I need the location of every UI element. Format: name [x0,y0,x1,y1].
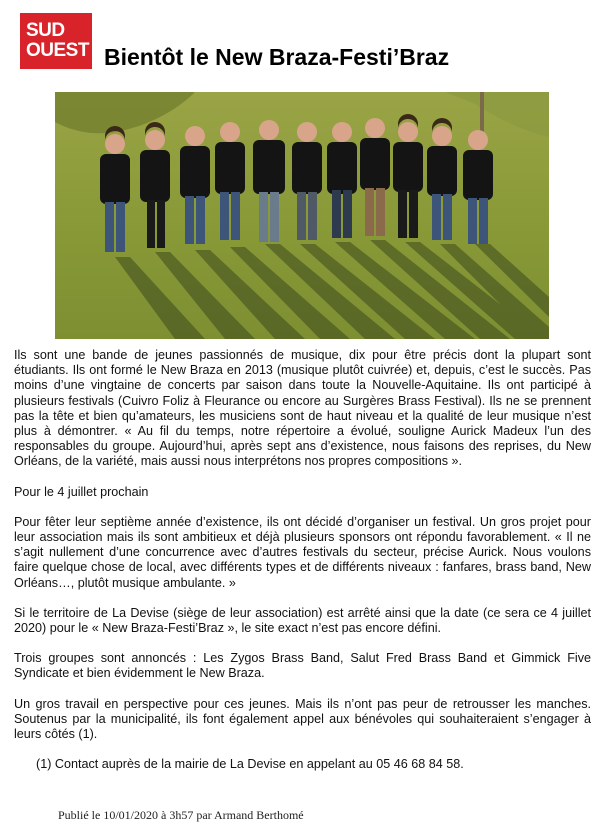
sud-ouest-logo [20,13,92,69]
logo-line-2: OUEST [26,40,89,61]
paragraph-festival: Pour fêter leur septième année d’existence, ils ont décidé d’organiser un festival. Un gros projet pour leur association mais ils sont ambitieux et déjà plusieurs sponsors ont répondu favorablement. « Il ne s’agit nullement d’une concurrence avec d’autres festivals du secteur, précise Aurick. Nous voulons faire quelque chose de local, avec différents types et de différents niveaux : fanfares, brass band, New Orléans…, plutôt musique ambulante. » [14,514,591,590]
group-photo-image [55,92,549,339]
article-title: Bientôt le New Braza-Festi’Braz [104,44,450,70]
article-body [14,348,591,787]
footnote: (1) Contact auprès de la mairie de La Devise en appelant au 05 46 68 84 58. [36,757,464,772]
paragraph-volunteers: Un gros travail en perspective pour ces jeunes. Mais ils n’ont pas peur de retrousser les manches. Soutenus par la municipalité, ils font également appel aux bénévoles qui souhaiteraient s’engager à leurs côtés (1). [14,696,591,742]
logo-line-1: SUD [26,20,65,41]
publication-credit: Publié le 10/01/2020 à 3h57 par Armand Berthomé [58,808,304,822]
paragraph-intro: Ils sont une bande de jeunes passionnés de musique, dix pour être précis dont la plupart sont étudiants. Ils ont formé le New Braza en 2013 (musique plutôt cuivrée) et, depuis, c’est le succès. Pas moins d’une vingtaine de concerts par saison dans toute la Nouvelle-Aquitaine. Ils ont participé à plusieurs festivals (Cuivro Foliz à Fleurance ou encore au Surgères Brass Festival). Ils ne se prennent pas la tête et bien qu’amateurs, les musiciens sont de haut niveau et la qualité de leur musique n’est plus à démontrer. « Au fil du temps, notre répertoire a évolué, souligne Aurick Madeux l’un des responsables du groupe. Aujourd’hui, après sept ans d’existence, nous faisons des reprises, du New Orléans, de la variété, mais aussi nous interprétons nos propres compositions ». [14,348,591,469]
article-photo [55,92,549,339]
paragraph-groups: Trois groupes sont annoncés : Les Zygos Brass Band, Salut Fred Brass Band et Gimmick Five Syndicate et bien évidemment le New Braza. [14,651,591,681]
paragraph-location: Si le territoire de La Devise (siège de leur association) est arrêté ainsi que la date (ce sera ce 4 juillet 2020) pour le « New Braza-Festi’Braz », le site exact n’est pas encore défini. [14,605,591,636]
subheading: Pour le 4 juillet prochain [14,484,149,499]
